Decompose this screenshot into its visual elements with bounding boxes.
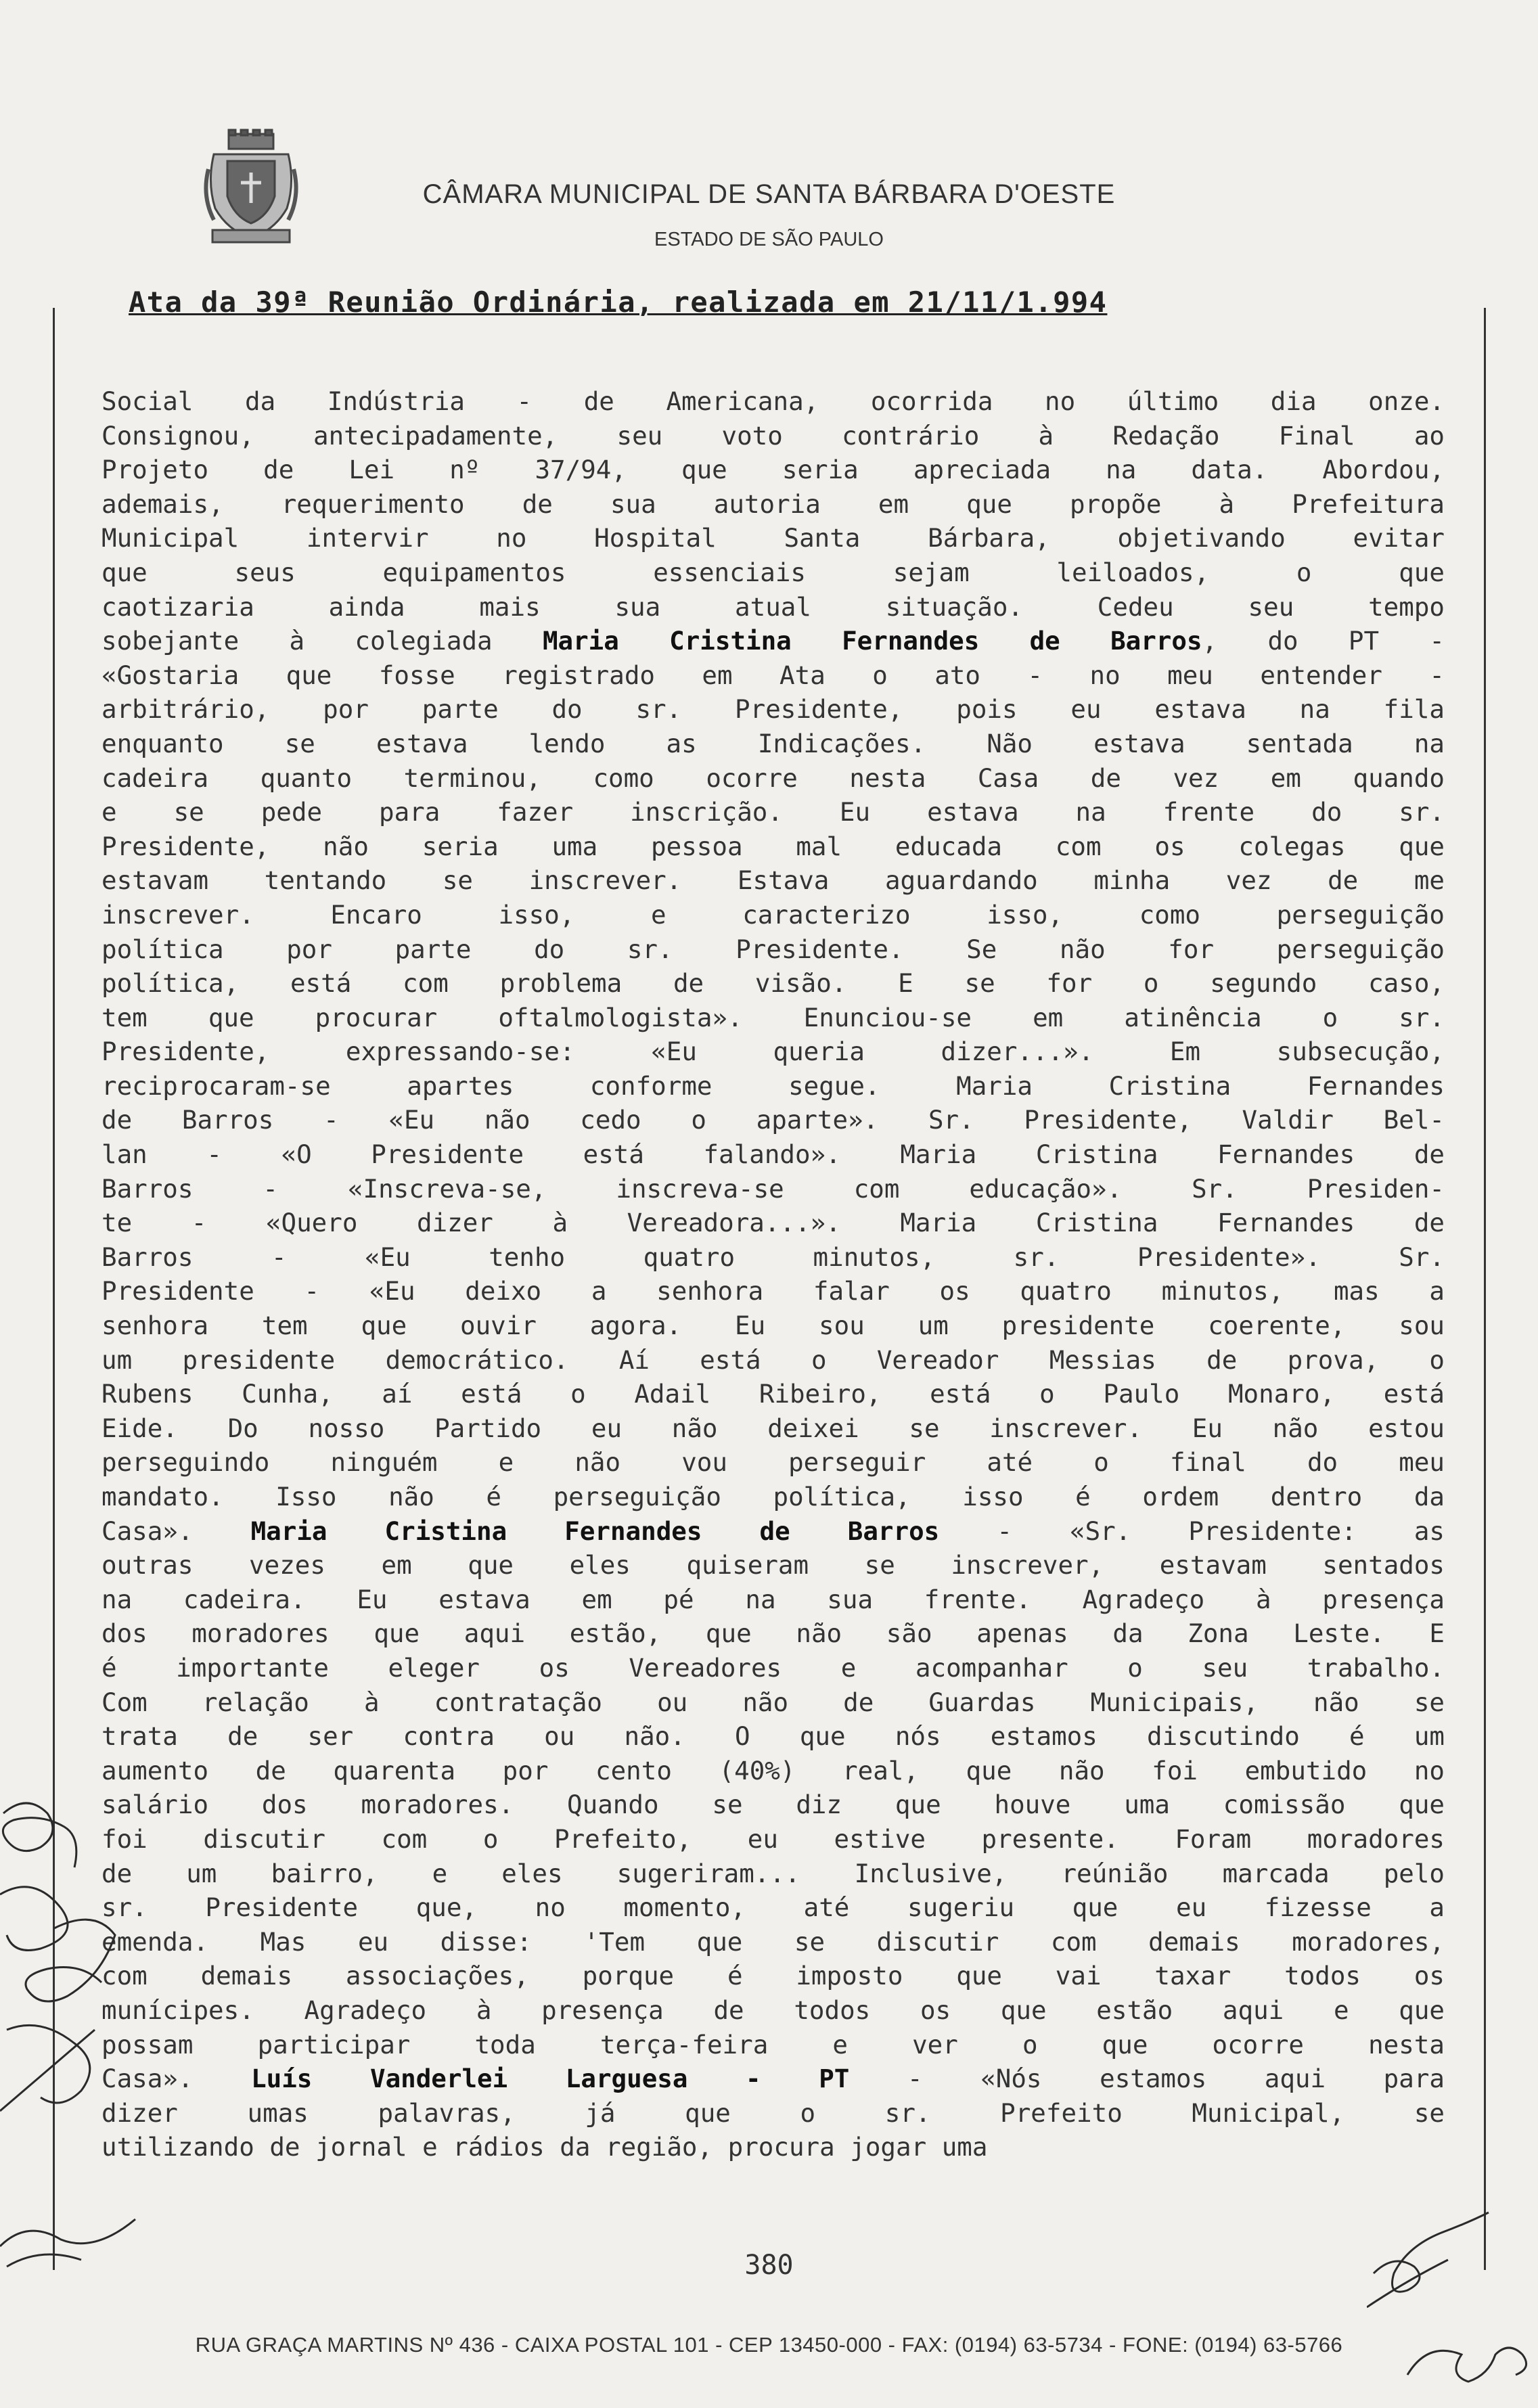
body-line: trata de ser contra ou não. O que nós estamos discutindo é um [101, 1721, 1445, 1752]
body-line: emenda. Mas eu disse: 'Tem que se discutir com demais moradores, [101, 1926, 1445, 1957]
body-line: política por parte do sr. Presidente. Se não for perseguição [101, 934, 1445, 964]
speaker-name: Maria Cristina Fernandes de Barros [250, 1516, 940, 1546]
body-line: utilizando de jornal e rádios da região, procura jogar uma [101, 2132, 988, 2162]
body-line: Presidente - «Eu deixo a senhora falar os quatro minutos, mas a [101, 1276, 1445, 1307]
right-margin-rule [1484, 308, 1486, 2270]
body-line: Casa». Luís Vanderlei Larguesa - PT - «Nós estamos aqui para [101, 2064, 1445, 2094]
body-line: estavam tentando se inscrever. Estava aguardando minha vez de me [101, 865, 1445, 896]
body-line: foi discutir com o Prefeito, eu estive presente. Foram moradores [101, 1823, 1445, 1854]
body-line: mandato. Isso não é perseguição política, isso é ordem dentro da [101, 1482, 1445, 1512]
body-line: cadeira quanto terminou, como ocorre nesta Casa de vez em quando [101, 763, 1445, 793]
body-line: Presidente, não seria uma pessoa mal educada com os colegas que [101, 831, 1445, 861]
body-line: Casa». Maria Cristina Fernandes de Barros - «Sr. Presidente: as [101, 1516, 1445, 1546]
institution-name: CÂMARA MUNICIPAL DE SANTA BÁRBARA D'OESTE [422, 179, 1116, 209]
body-line: Com relação à contratação ou não de Guardas Municipais, não se [101, 1687, 1445, 1717]
body-line: com demais associações, porque é imposto que vai taxar todos os [101, 1961, 1445, 1991]
body-line: caotizaria ainda mais sua atual situação. Cedeu seu tempo [101, 591, 1445, 622]
body-line: munícipes. Agradeço à presença de todos os que estão aqui e que [101, 1995, 1445, 2025]
body-line: salário dos moradores. Quando se diz que houve uma comissão que [101, 1790, 1445, 1820]
body-line: inscrever. Encaro isso, e caracterizo isso, como perseguição [101, 899, 1445, 930]
body-line: enquanto se estava lendo as Indicações. Não estava sentada na [101, 728, 1445, 758]
body-line: perseguindo ninguém e não vou perseguir até o final do meu [101, 1447, 1445, 1478]
speaker-name: Luís Vanderlei Larguesa - PT [251, 2064, 850, 2094]
institution-state: ESTADO DE SÃO PAULO [654, 229, 884, 250]
body-line: possam participar toda terça-feira e ver o que ocorre nesta [101, 2029, 1445, 2060]
body-line: tem que procurar oftalmologista». Enunciou-se em atinência o sr. [101, 1002, 1445, 1032]
page-number: 380 [744, 2250, 794, 2281]
body-line: na cadeira. Eu estava em pé na sua frente. Agradeço à presença [101, 1584, 1445, 1614]
body-line: Rubens Cunha, aí está o Adail Ribeiro, está o Paulo Monaro, está [101, 1379, 1445, 1409]
body-line: sr. Presidente que, no momento, até sugeriu que eu fizesse a [101, 1892, 1445, 1923]
body-line: lan - «O Presidente está falando». Maria Cristina Fernandes de [101, 1139, 1445, 1170]
body-line: outras vezes em que eles quiseram se inscrever, estavam sentados [101, 1550, 1445, 1581]
body-line: política, está com problema de visão. E se for o segundo caso, [101, 968, 1445, 999]
body-line: «Gostaria que fosse registrado em Ata o ato - no meu entender - [101, 660, 1445, 690]
body-line: Consignou, antecipadamente, seu voto contrário à Redação Final ao [101, 420, 1445, 451]
minutes-title: Ata da 39ª Reunião Ordinária, realizada em 21/11/1.994 [129, 286, 1108, 319]
body-line: reciprocaram-se apartes conforme segue. Maria Cristina Fernandes [101, 1070, 1445, 1101]
body-line: de um bairro, e eles sugeriram... Inclusive, reúnião marcada pelo [101, 1858, 1445, 1888]
body-line: que seus equipamentos essenciais sejam leiloados, o que [101, 557, 1445, 587]
body-line: Municipal intervir no Hospital Santa Bárbara, objetivando evitar [101, 523, 1445, 553]
body-line: dos moradores que aqui estão, que não são apenas da Zona Leste. E [101, 1618, 1445, 1649]
body-line: senhora tem que ouvir agora. Eu sou um presidente coerente, sou [101, 1311, 1445, 1341]
body-line: arbitrário, por parte do sr. Presidente, pois eu estava na fila [101, 694, 1445, 725]
right-margin-signatures [1367, 2172, 1536, 2402]
left-margin-signatures [0, 1773, 149, 2300]
minutes-body-text [101, 384, 1445, 2164]
body-line: te - «Quero dizer à Vereadora...». Maria Cristina Fernandes de [101, 1208, 1445, 1238]
body-line: ademais, requerimento de sua autoria em que propõe à Prefeitura [101, 489, 1445, 519]
body-line: e se pede para fazer inscrição. Eu estava na frente do sr. [101, 797, 1445, 827]
speaker-name: Maria Cristina Fernandes de Barros [542, 626, 1202, 656]
body-line: sobejante à colegiada Maria Cristina Fernandes de Barros, do PT - [101, 626, 1445, 656]
footer-address: RUA GRAÇA MARTINS Nº 436 - CAIXA POSTAL 101 - CEP 13450-000 - FAX: (0194) 63-5734 - FONE: (0194) 63-5766 [195, 2333, 1343, 2357]
body-line: de Barros - «Eu não cedo o aparte». Sr. Presidente, Valdir Bel- [101, 1105, 1445, 1135]
body-line: Social da Indústria - de Americana, ocorrida no último dia onze. [101, 386, 1445, 416]
body-line: Projeto de Lei nº 37/94, que seria apreciada na data. Abordou, [101, 455, 1445, 485]
body-line: Barros - «Eu tenho quatro minutos, sr. Presidente». Sr. [101, 1242, 1445, 1272]
body-line: Presidente, expressando-se: «Eu queria dizer...». Em subsecução, [101, 1037, 1445, 1067]
body-line: um presidente democrático. Aí está o Vereador Messias de prova, o [101, 1344, 1445, 1375]
body-line: Barros - «Inscreva-se, inscreva-se com educação». Sr. Presiden- [101, 1173, 1445, 1204]
body-line: aumento de quarenta por cento (40%) real, que não foi embutido no [101, 1755, 1445, 1786]
body-line: Eide. Do nosso Partido eu não deixei se inscrever. Eu não estou [101, 1413, 1445, 1443]
body-line: dizer umas palavras, já que o sr. Prefeito Municipal, se [101, 2097, 1445, 2128]
body-line: é importante eleger os Vereadores e acompanhar o seu trabalho. [101, 1652, 1445, 1683]
